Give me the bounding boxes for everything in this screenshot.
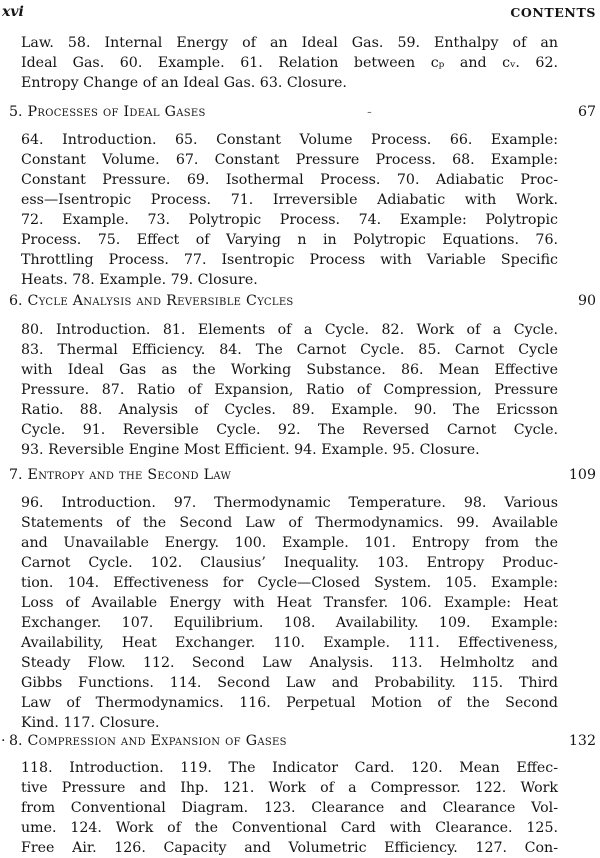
- chapter-title: Processes of Ideal Gases: [27, 104, 206, 120]
- chapter-page-number: 109: [568, 467, 596, 483]
- toc-line: Carnot Cycle. 102. Clausius’ Inequality. 103. Entropy Produc-: [21, 555, 558, 571]
- chapter-7-sections: [21, 493, 558, 733]
- chapter-5-sections: [21, 130, 558, 290]
- toc-line: Exchanger. 107. Equilibrium. 108. Availability. 109. Example:: [21, 615, 558, 631]
- toc-line: tion. 104. Effectiveness for Cycle—Closed System. 105. Example:: [21, 575, 558, 591]
- toc-line: ume. 124. Work of the Conventional Card with Clearance. 125.: [21, 820, 558, 836]
- toc-line: Pressure. 87. Ratio of Expansion, Ratio of Compression, Pressure: [21, 382, 558, 398]
- chapter-7-heading: [9, 464, 596, 486]
- toc-line: 96. Introduction. 97. Thermodynamic Temperature. 98. Various: [21, 495, 558, 511]
- page-folio: xvi: [2, 4, 24, 20]
- toc-line: Gibbs Functions. 114. Second Law and Probability. 115. Third: [21, 675, 558, 691]
- toc-line: Law. 58. Internal Energy of an Ideal Gas. 59. Enthalpy of an: [21, 35, 558, 51]
- chapter-6-sections: [21, 320, 558, 460]
- toc-line: ess—Isentropic Process. 71. Irreversible Adiabatic with Work.: [21, 192, 558, 208]
- chapter-6-heading: [9, 290, 596, 312]
- toc-line: 72. Example. 73. Polytropic Process. 74. Example: Polytropic: [21, 212, 558, 228]
- toc-line: Cycle. 91. Reversible Cycle. 92. The Reversed Carnot Cycle.: [21, 422, 558, 438]
- toc-line: Loss of Available Energy with Heat Transfer. 106. Example: Heat: [21, 595, 558, 611]
- chapter-title: Entropy and the Second Law: [27, 467, 232, 483]
- chapter-8-sections: [21, 758, 558, 858]
- toc-line: Constant Pressure. 69. Isothermal Process. 70. Adiabatic Proc-: [21, 172, 558, 188]
- toc-line: from Conventional Diagram. 123. Clearance and Clearance Vol-: [21, 800, 558, 816]
- toc-line: Ratio. 88. Analysis of Cycles. 89. Example. 90. The Ericsson: [21, 402, 558, 418]
- toc-line: Free Air. 126. Capacity and Volumetric Efficiency. 127. Con-: [21, 840, 558, 856]
- toc-line: Entropy Change of an Ideal Gas. 63. Closure.: [21, 75, 347, 91]
- toc-line: Steady Flow. 112. Second Law Analysis. 113. Helmholtz and: [21, 655, 558, 671]
- toc-line: Statements of the Second Law of Thermodynamics. 99. Available: [21, 515, 558, 531]
- toc-line: Throttling Process. 77. Isentropic Process with Variable Specific: [21, 252, 558, 268]
- chapter-title: Cycle Analysis and Reversible Cycles: [27, 293, 294, 309]
- toc-line: Kind. 117. Closure.: [21, 715, 160, 731]
- chapter-page-number: 90: [577, 293, 596, 309]
- toc-line: and Unavailable Energy. 100. Example. 101. Entropy from the: [21, 535, 558, 551]
- chapter-title: Compression and Expansion of Gases: [27, 733, 287, 749]
- running-head-title: CONTENTS: [510, 5, 596, 20]
- chapter-page-number: 132: [568, 733, 596, 749]
- toc-line: 93. Reversible Engine Most Efficient. 94. Example. 95. Closure.: [21, 442, 480, 458]
- chapter-5-heading: [9, 101, 596, 123]
- chapter-8-heading: [1, 730, 596, 752]
- toc-line: 83. Thermal Efficiency. 84. The Carnot Cycle. 85. Carnot Cycle: [21, 342, 558, 358]
- toc-line: 80. Introduction. 81. Elements of a Cycle. 82. Work of a Cycle.: [21, 322, 558, 338]
- chapter-number: 7.: [9, 467, 23, 483]
- toc-line: Availability, Heat Exchanger. 110. Example. 111. Effectiveness,: [21, 635, 558, 651]
- toc-line: Ideal Gas. 60. Example. 61. Relation between cₚ and cᵥ. 62.: [21, 55, 558, 71]
- chapter-number: 8.: [9, 733, 23, 749]
- chapter-number: 6.: [9, 293, 23, 309]
- toc-line: Process. 75. Effect of Varying n in Polytropic Equations. 76.: [21, 232, 558, 248]
- toc-line: 118. Introduction. 119. The Indicator Card. 120. Mean Effec-: [21, 760, 558, 776]
- stray-mark: -: [367, 104, 372, 120]
- chapter-number: 5.: [9, 104, 23, 120]
- toc-line: tive Pressure and Ihp. 121. Work of a Compressor. 122. Work: [21, 780, 558, 796]
- toc-line: with Ideal Gas as the Working Substance. 86. Mean Effective: [21, 362, 558, 378]
- margin-mark: ·: [1, 733, 6, 749]
- toc-line: 64. Introduction. 65. Constant Volume Process. 66. Example:: [21, 132, 558, 148]
- chapter-page-number: 67: [577, 104, 596, 120]
- toc-line: Heats. 78. Example. 79. Closure.: [21, 272, 258, 288]
- toc-line: Law of Thermodynamics. 116. Perpetual Motion of the Second: [21, 695, 558, 711]
- toc-line: Constant Volume. 67. Constant Pressure Process. 68. Example:: [21, 152, 558, 168]
- running-head: [0, 4, 600, 22]
- chapter-4-continuation: [21, 33, 558, 93]
